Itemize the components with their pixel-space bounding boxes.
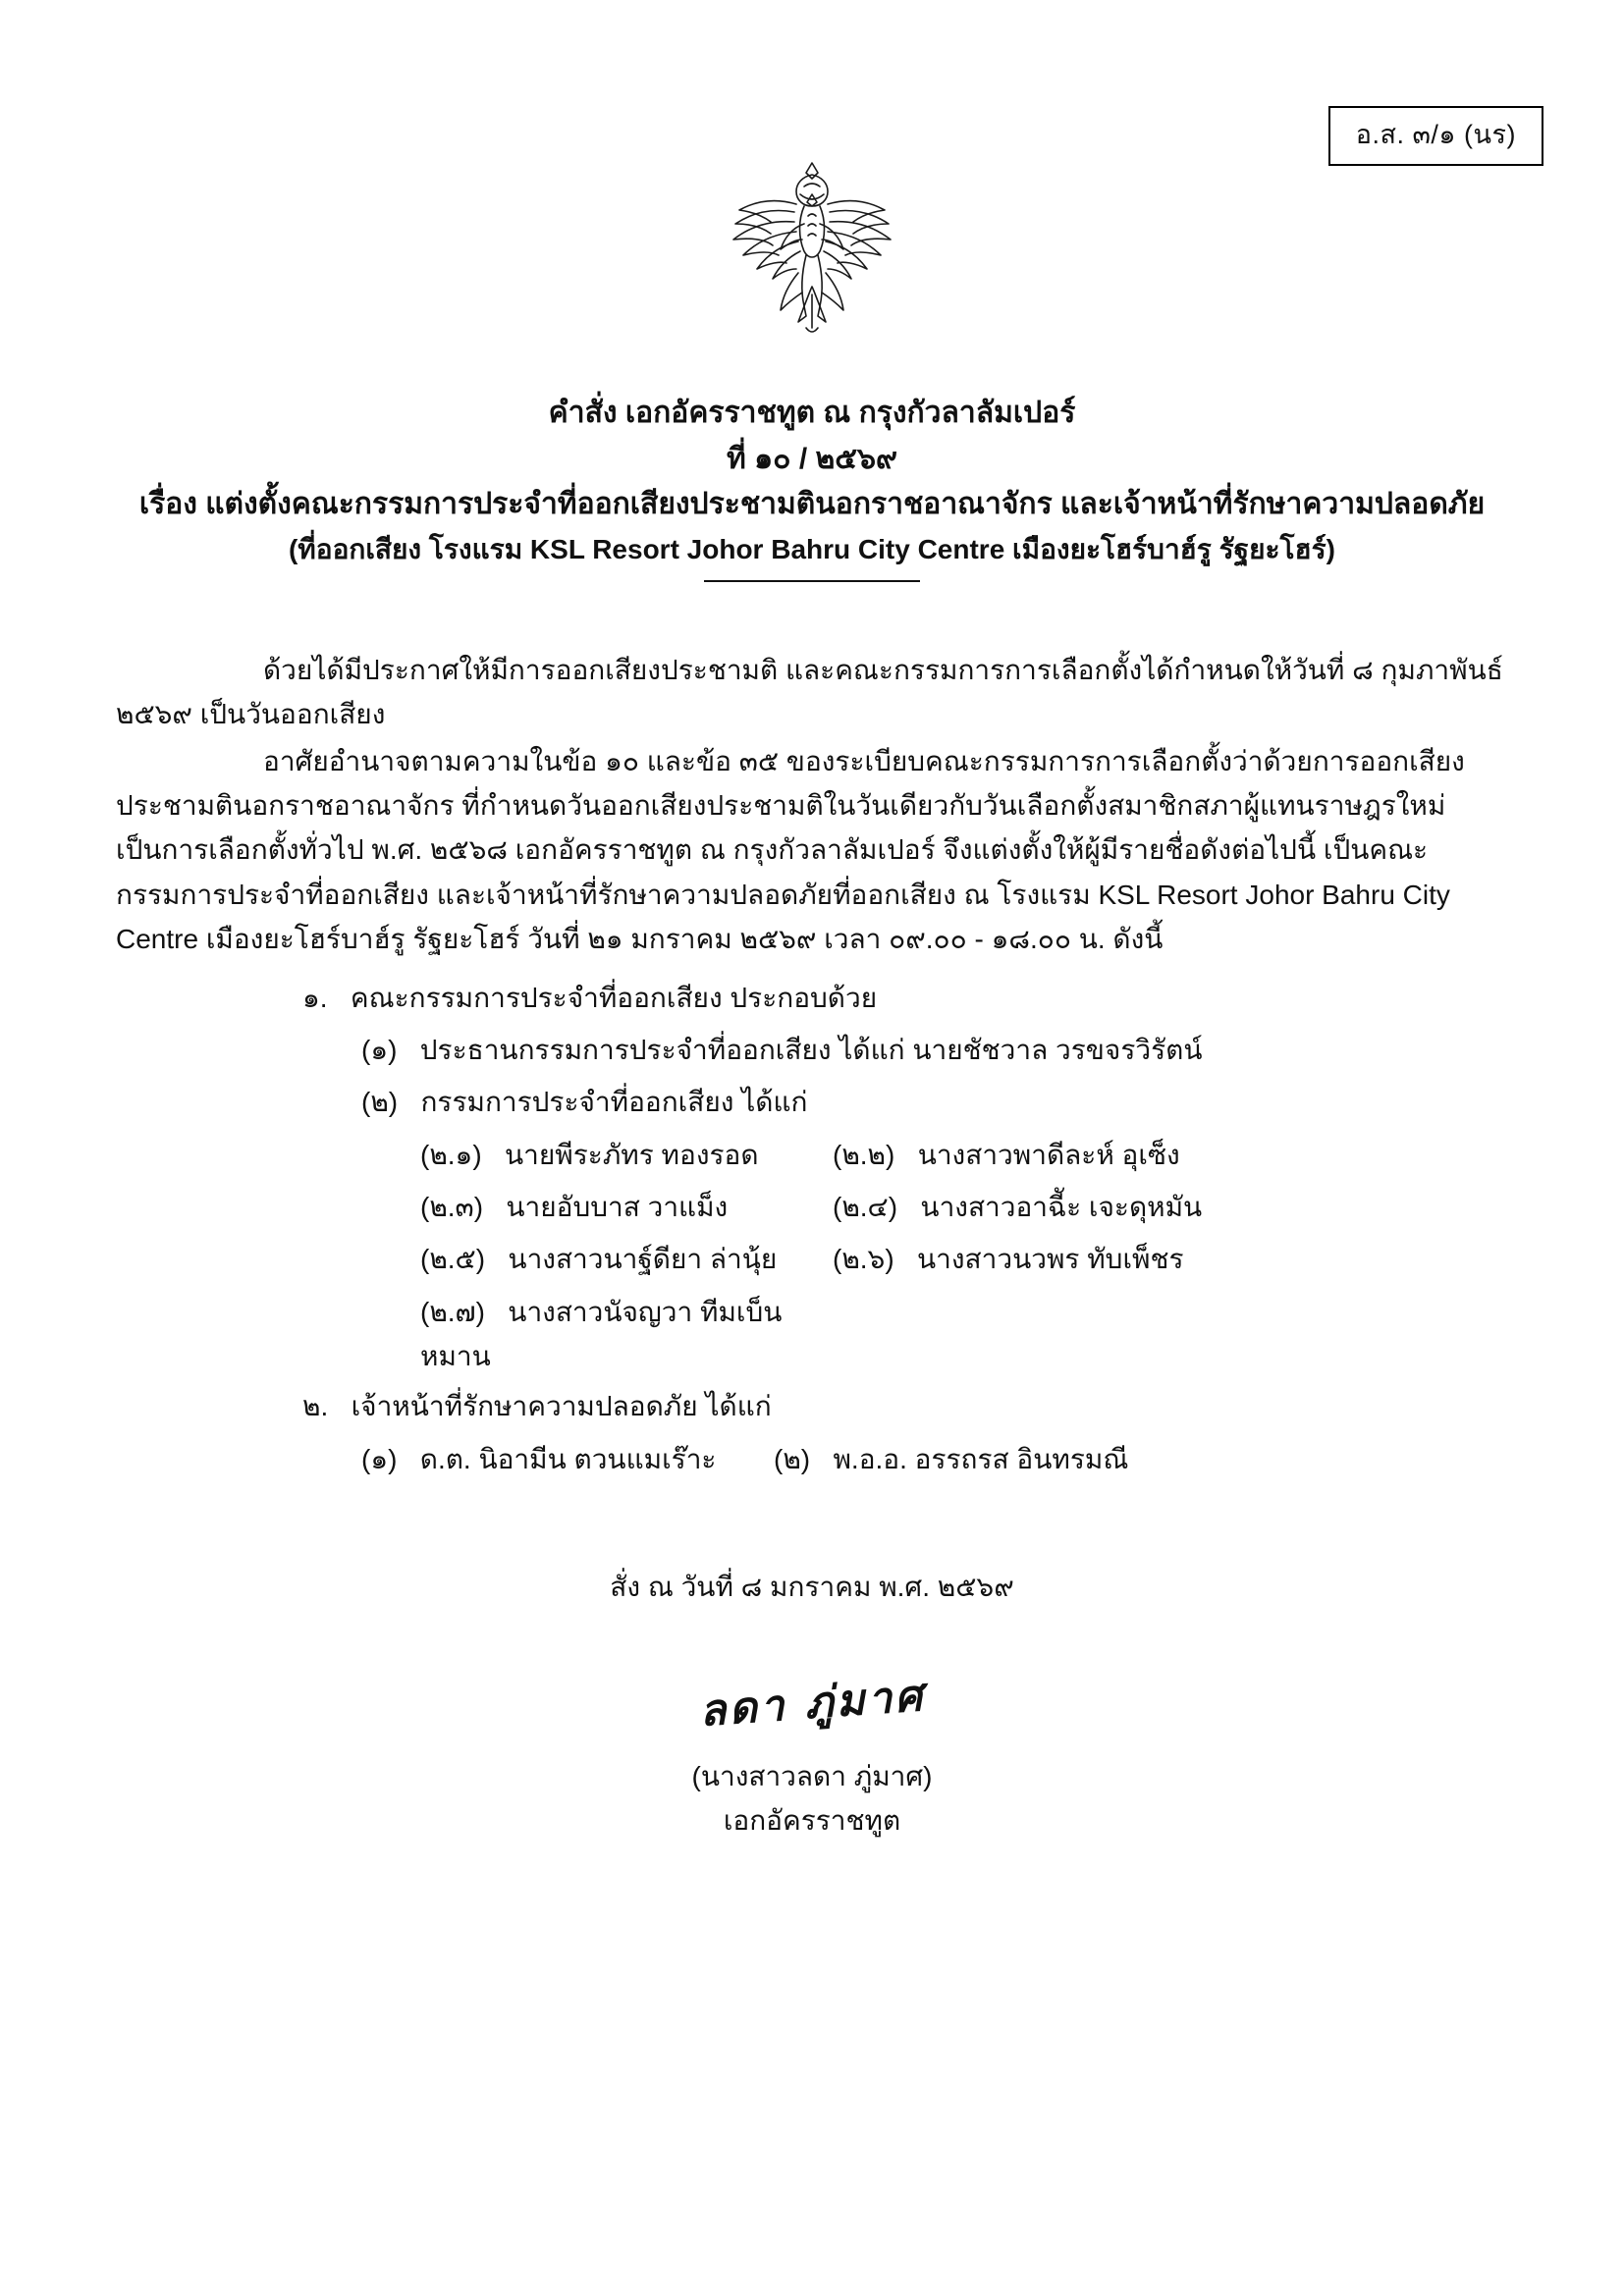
signatory-name: (นางสาวลดา ภู่มาศ) — [691, 1761, 933, 1791]
member-entry — [420, 1133, 833, 1177]
form-code-text: อ.ส. ๓/๑ (นร) — [1355, 120, 1516, 149]
member-number: (๒.๒) — [833, 1139, 895, 1170]
appointment-list — [116, 976, 1510, 1482]
garuda-emblem — [714, 147, 910, 353]
officer-entry — [774, 1437, 1284, 1481]
member-row — [420, 1290, 1510, 1379]
officer-number: (๒) — [774, 1443, 811, 1474]
section-1-label: คณะกรรมการประจำที่ออกเสียง ประกอบด้วย — [350, 982, 878, 1013]
document-body — [116, 648, 1510, 1481]
section-1-number: ๑. — [302, 982, 328, 1013]
document-venue: (ที่ออกเสียง โรงแรม KSL Resort Johor Bahru City Centre เมืองยะโฮร์บาฮ์รู รัฐยะโฮร์) — [288, 533, 1336, 564]
header-divider — [704, 580, 920, 582]
member-row — [420, 1185, 1510, 1229]
member-name: นายอับบาส วาแม็ง — [506, 1191, 729, 1222]
document-subject: เรื่อง แต่งตั้งคณะกรรมการประจำที่ออกเสียงประชามตินอกราชอาณาจักร และเจ้าหน้าที่รักษาความปลอดภัย — [138, 488, 1486, 520]
member-row — [420, 1133, 1510, 1177]
item-label: ประธานกรรมการประจำที่ออกเสียง ได้แก่ นายชัชวาล วรขจรวิรัตน์ — [419, 1034, 1203, 1065]
member-name: นางสาวอาฉีัะ เจะดุหมัน — [920, 1191, 1203, 1222]
member-number: (๒.๕) — [420, 1244, 486, 1275]
officer-number: (๑) — [361, 1443, 398, 1474]
officer-name: พ.อ.อ. อรรถรส อินทรมณี — [833, 1443, 1129, 1474]
member-number: (๒.๗) — [420, 1296, 485, 1327]
member-entry — [833, 1237, 1343, 1281]
section-2-label: เจ้าหน้าที่รักษาความปลอดภัย ได้แก่ — [351, 1391, 772, 1422]
section-2-number: ๒. — [302, 1391, 329, 1422]
section-1-heading — [302, 976, 1510, 1020]
officer-entry — [361, 1437, 774, 1481]
document-number: ที่ ๑๐ / ๒๕๖๙ — [727, 442, 897, 475]
section-1-item-2 — [361, 1080, 1510, 1124]
member-name: นางสาวนัจญวา ทีมเบ็นหมาน — [420, 1296, 783, 1372]
member-name: นางสาวนาฐ์ดียา ล่านุ้ย — [508, 1244, 778, 1275]
member-name: นางสาวพาดีละห์ อุเซ็ง — [917, 1139, 1180, 1170]
member-number: (๒.๓) — [420, 1191, 484, 1222]
member-entry — [833, 1133, 1343, 1177]
item-number: (๑) — [361, 1034, 398, 1065]
form-code-box — [1328, 106, 1543, 166]
member-name: นางสาวนวพร ทับเพ็ชร — [917, 1244, 1184, 1275]
document-title: คำสั่ง เอกอัครราชทูต ณ กรุงกัวลาลัมเปอร์ — [548, 397, 1076, 429]
paragraph-2: อาศัยอำนาจตามความในข้อ ๑๐ และข้อ ๓๕ ของระเบียบคณะกรรมการการเลือกตั้งว่าด้วยการออกเสียงประชามตินอกราชอาณาจักร ที่กำหนดวันออกเสียงประชามติในวันเดียวกับวันเลือกตั้งสมาชิกสภาผู้แทนราษฎรใหม่ เป็นการเลือกตั้งทั่วไป พ.ศ. ๒๕๖๘ เอกอัครราชทูต ณ กรุงกัวลาลัมเปอร์ จึงแต่งตั้งให้ผู้มีรายชื่อดังต่อไปนี้ เป็นคณะกรรมการประจำที่ออกเสียง และเจ้าหน้าที่รักษาความปลอดภัยที่ออกเสียง ณ โรงแรม KSL Resort Johor Bahru City Centre เมืองยะโฮร์บาฮ์รู รัฐยะโฮร์ วันที่ ๒๑ มกราคม ๒๕๖๙ เวลา ๐๙.๐๐ - ๑๘.๐๐ น. ดังนี้ — [116, 745, 1465, 955]
member-entry — [833, 1185, 1343, 1229]
paragraph-1: ด้วยได้มีประกาศให้มีการออกเสียงประชามติ และคณะกรรมการการเลือกตั้งได้กำหนดให้วันที่ ๘ กุมภาพันธ์ ๒๕๖๙ เป็นวันออกเสียง — [116, 655, 1503, 730]
item-label: กรรมการประจำที่ออกเสียง ได้แก่ — [420, 1087, 808, 1118]
member-entry — [420, 1237, 833, 1281]
member-entry — [420, 1185, 833, 1229]
item-number: (๒) — [361, 1087, 399, 1118]
member-entry — [420, 1290, 833, 1379]
order-date — [0, 1566, 1624, 1609]
member-number: (๒.๔) — [833, 1191, 898, 1222]
section-2-heading — [302, 1384, 1510, 1428]
member-number: (๒.๖) — [833, 1244, 894, 1275]
officer-row — [361, 1437, 1510, 1481]
member-name: นายพีระภัทร ทองรอด — [505, 1139, 759, 1170]
signature-handwriting: ลดา ภู่มาศ — [697, 1671, 927, 1736]
officer-name: ด.ต. นิอามีน ตวนแมเร๊าะ — [419, 1443, 717, 1474]
member-number: (๒.๑) — [420, 1139, 482, 1170]
signatory-role: เอกอัครราชทูต — [723, 1804, 901, 1836]
document-header — [0, 391, 1624, 582]
order-date-text: สั่ง ณ วันที่ ๘ มกราคม พ.ศ. ๒๕๖๙ — [610, 1572, 1014, 1602]
member-row — [420, 1237, 1510, 1281]
section-1-item-1 — [361, 1028, 1510, 1072]
signature-block — [0, 1669, 1624, 1843]
